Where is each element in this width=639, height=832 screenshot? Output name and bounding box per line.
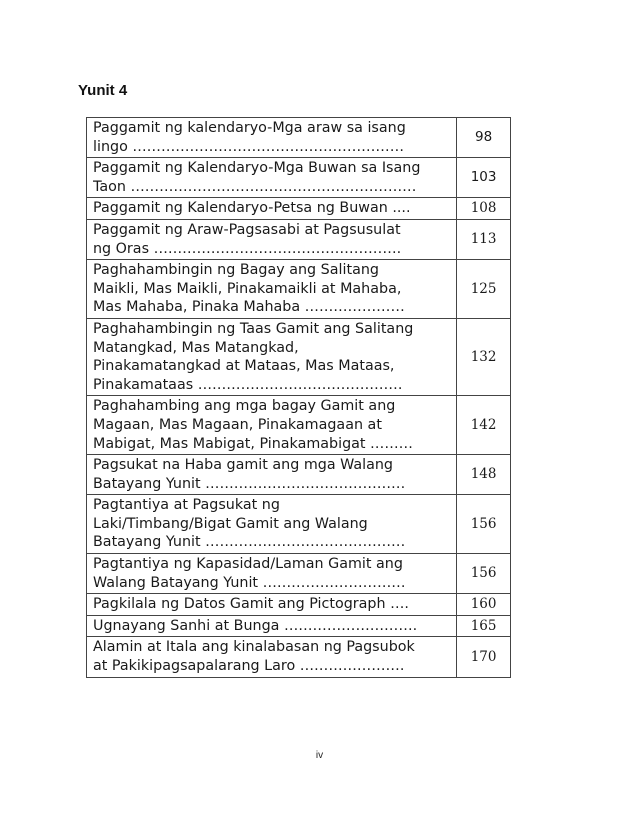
toc-row	[87, 118, 511, 158]
toc-entry-title	[87, 637, 457, 677]
toc-entry-title	[87, 554, 457, 594]
toc-entry-page: 108	[457, 198, 511, 220]
toc-entry-title	[87, 495, 457, 554]
toc-entry-page: 125	[457, 260, 511, 319]
toc-entry-line: Magaan, Mas Magaan, Pinakamagaan at	[93, 416, 382, 433]
toc-entry-line: Pagkilala ng Datos Gamit ang Pictograph ….	[93, 596, 409, 613]
toc-entry-page: 156	[457, 554, 511, 594]
table-of-contents	[86, 117, 511, 678]
toc-entry-page: 132	[457, 318, 511, 395]
toc-entry-line: Pagtantiya at Pagsukat ng	[93, 497, 280, 514]
toc-entry-line: Pagtantiya ng Kapasidad/Laman Gamit ang	[93, 556, 403, 573]
toc-row	[87, 396, 511, 455]
toc-entry-line: Paggamit ng kalendaryo-Mga araw sa isang	[93, 120, 406, 136]
toc-row	[87, 260, 511, 319]
toc-entry-line: Paghahambingin ng Taas Gamit ang Salitang	[93, 320, 414, 337]
toc-entry-line: Batayang Yunit ……………………………………	[93, 475, 406, 492]
toc-body	[87, 118, 511, 678]
toc-entry-line: Pagsukat na Haba gamit ang mga Walang	[93, 457, 394, 474]
toc-entry-page: 165	[457, 615, 511, 637]
toc-row	[87, 455, 511, 495]
toc-entry-title	[87, 455, 457, 495]
toc-entry-page: 170	[457, 637, 511, 677]
toc-entry-line: Alamin at Itala ang kinalabasan ng Pagsubok	[93, 639, 415, 656]
toc-entry-line: Paggamit ng Araw-Pagsasabi at Pagsusulat	[93, 221, 401, 238]
toc-row	[87, 219, 511, 259]
toc-entry-page: 98	[457, 118, 511, 158]
toc-entry-title	[87, 594, 457, 616]
toc-entry-title	[87, 219, 457, 259]
toc-row	[87, 615, 511, 637]
toc-entry-line: Taon ……………………………………………………	[93, 178, 417, 195]
toc-row	[87, 158, 511, 198]
toc-entry-page: 148	[457, 455, 511, 495]
toc-entry-title	[87, 260, 457, 319]
toc-entry-title	[87, 118, 457, 158]
toc-entry-title	[87, 615, 457, 637]
footer-page-number: iv	[315, 750, 324, 761]
toc-entry-line: Maikli, Mas Maikli, Pinakamaikli at Mahaba,	[93, 280, 402, 297]
toc-entry-page: 156	[457, 495, 511, 554]
toc-row	[87, 318, 511, 395]
toc-row	[87, 637, 511, 677]
toc-entry-title	[87, 198, 457, 220]
toc-entry-line: Matangkad, Mas Matangkad,	[93, 339, 299, 356]
toc-row	[87, 495, 511, 554]
toc-entry-line: Mas Mahaba, Pinaka Mahaba …………………	[93, 299, 405, 316]
toc-entry-page: 113	[457, 219, 511, 259]
toc-row	[87, 554, 511, 594]
toc-entry-line: Paghahambingin ng Bagay ang Salitang	[93, 262, 379, 279]
toc-entry-line: Walang Batayang Yunit …………………………	[93, 574, 406, 591]
toc-entry-line: Pinakamataas …………………………………….	[93, 376, 403, 393]
toc-entry-page: 142	[457, 396, 511, 455]
toc-entry-line: Paghahambing ang mga bagay Gamit ang	[93, 398, 396, 415]
toc-entry-line: Batayang Yunit ……………………………………	[93, 534, 406, 551]
toc-entry-title	[87, 158, 457, 198]
toc-entry-page: 103	[457, 158, 511, 198]
toc-entry-page: 160	[457, 594, 511, 616]
toc-entry-title	[87, 396, 457, 455]
toc-row	[87, 594, 511, 616]
toc-entry-line: Paggamit ng Kalendaryo-Petsa ng Buwan ....	[93, 200, 411, 217]
toc-entry-line: at Pakikipagsapalarang Laro ………………….	[93, 658, 405, 675]
toc-entry-line: Paggamit ng Kalendaryo-Mga Buwan sa Isang	[93, 160, 421, 177]
toc-entry-line: Pinakamatangkad at Mataas, Mas Mataas,	[93, 358, 395, 375]
toc-entry-line: lingo …………………………………………………	[93, 138, 405, 155]
toc-row	[87, 198, 511, 220]
toc-entry-line: Laki/Timbang/Bigat Gamit ang Walang	[93, 515, 368, 532]
toc-entry-line: ng Oras …………………………………………….	[93, 240, 402, 257]
toc-entry-line: Ugnayang Sanhi at Bunga ……………………….	[93, 617, 418, 634]
unit-title: Yunit 4	[78, 82, 128, 99]
toc-entry-line: Mabigat, Mas Mabigat, Pinakamabigat ………	[93, 435, 413, 452]
toc-entry-title	[87, 318, 457, 395]
